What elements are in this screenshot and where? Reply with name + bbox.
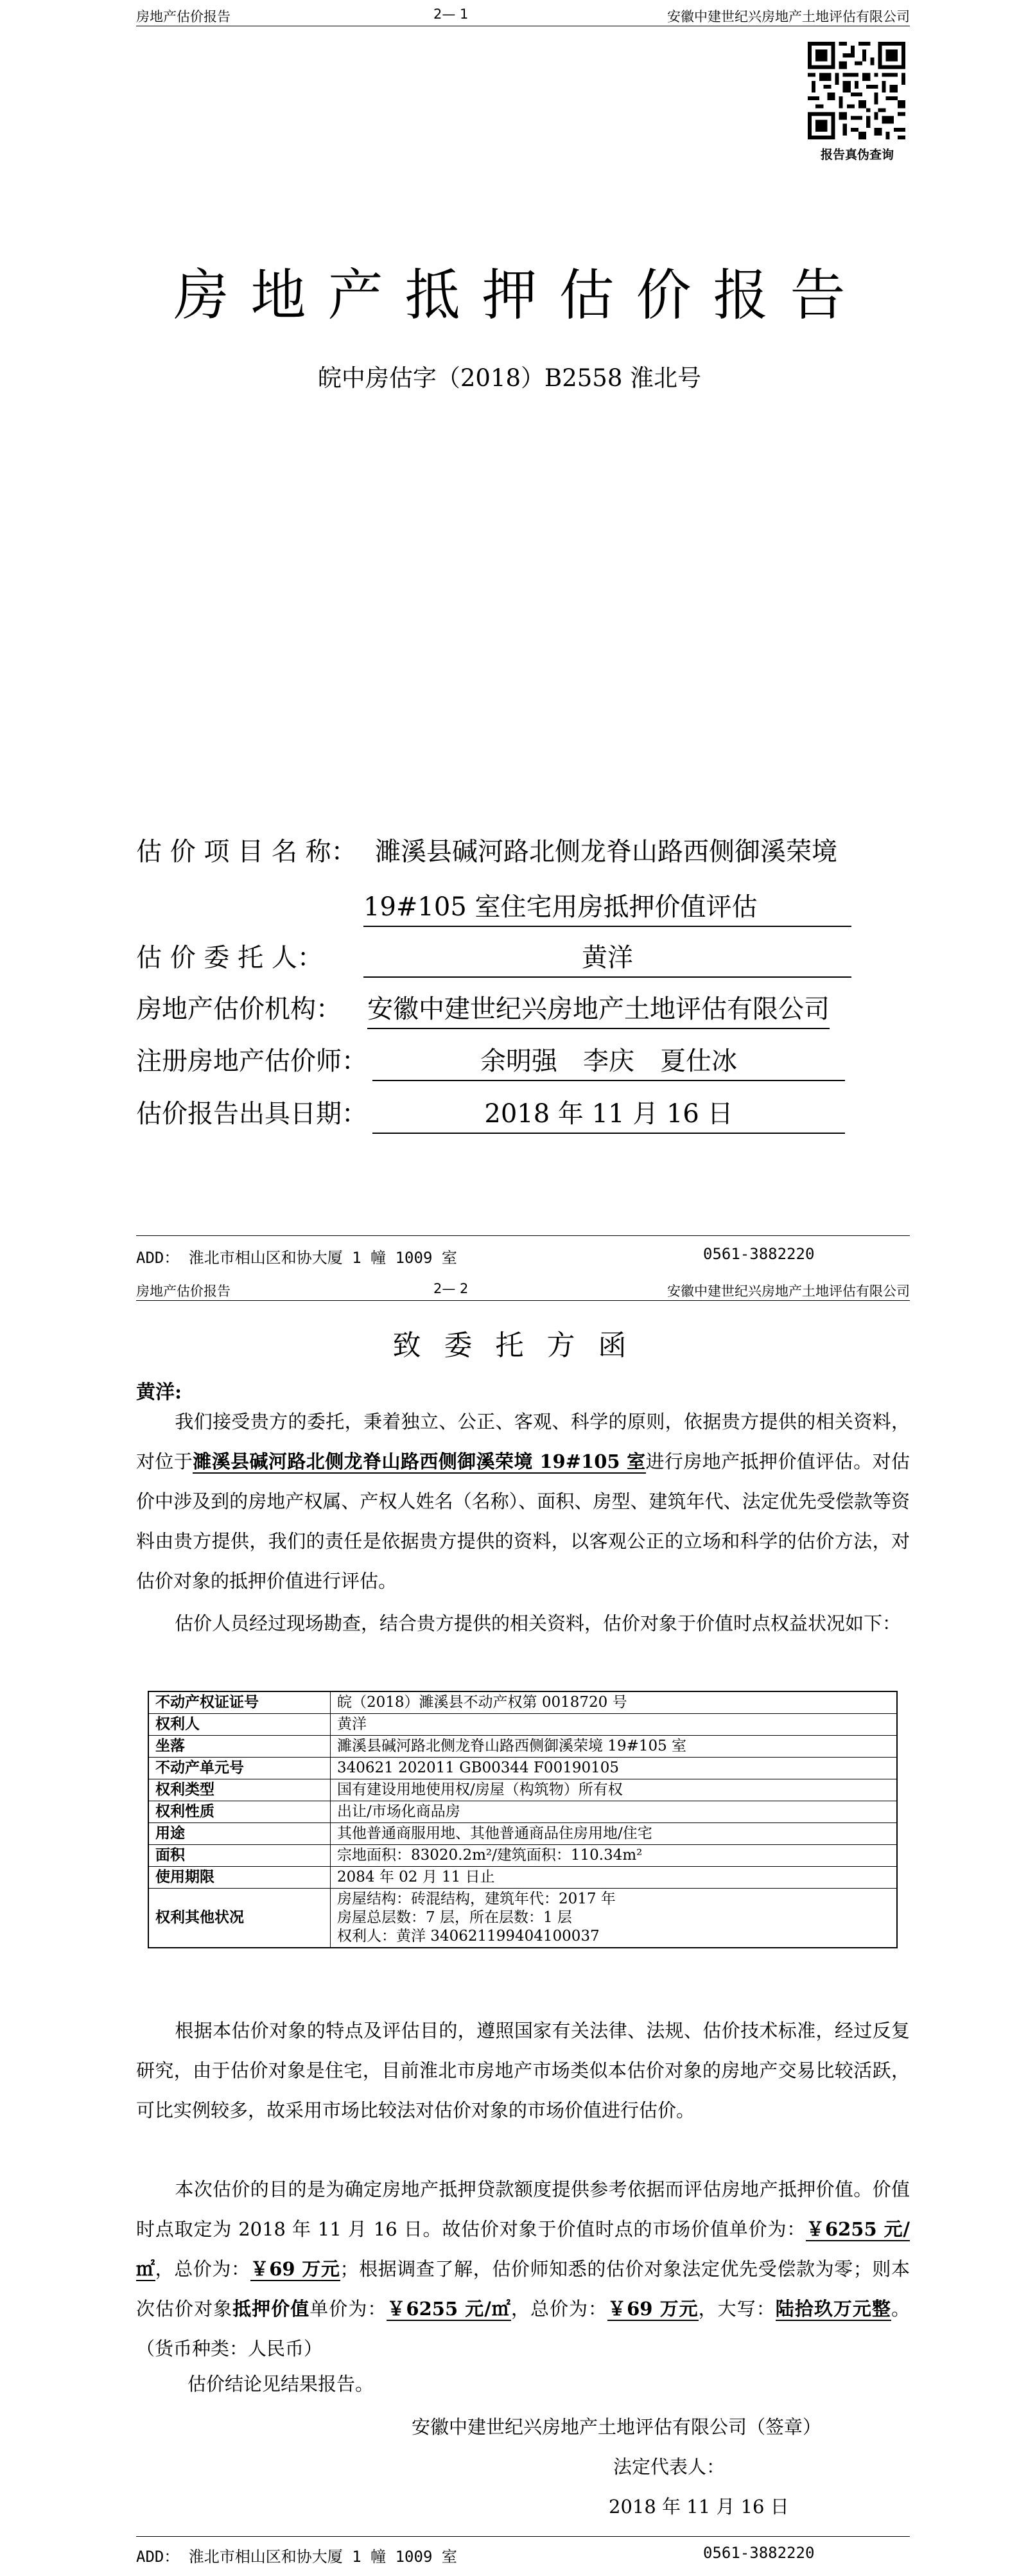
table-key: 权利其他状况 (148, 1889, 331, 1948)
market-unit-price: ￥6255 元/㎡ (136, 2218, 910, 2280)
table-key: 使用期限 (148, 1867, 331, 1889)
mortgage-total-price: ￥69 万元 (607, 2298, 699, 2320)
other-status-line: 房屋结构：砖混结构，建筑年代：2017 年 (337, 1891, 616, 1907)
signature-legal-rep: 法定代表人： (613, 2456, 726, 2478)
field-appraisers-label: 注册房地产估价师： (136, 1046, 367, 1076)
field-client-value: 黄洋 (363, 937, 851, 978)
field-date-value: 2018 年 11 月 16 日 (372, 1093, 845, 1134)
signature-company: 安徽中建世纪兴房地产土地评估有限公司（签章） (412, 2416, 822, 2438)
footer-address: ADD： 淮北市相山区和协大厦 1 幢 1009 室 (136, 1249, 457, 1267)
table-value-multiline (331, 1889, 898, 1948)
header-page-no: 2— 1 (433, 6, 469, 22)
table-row (148, 1823, 897, 1845)
table-row (148, 1801, 897, 1823)
table-row (148, 1758, 897, 1779)
header-left: 房地产估价报告 (136, 9, 231, 24)
table-key: 面积 (148, 1845, 331, 1867)
conclusion-text-1: 本次估价的目的是为确定房地产抵押贷款额度提供参考依据而评估房地产抵押价值。价值时点取定为 2018 年 11 月 16 日。故估价对象于价值时点的市场价值单价为： (136, 2178, 910, 2240)
property-location: 濉溪县碱河路北侧龙脊山路西侧御溪荣境 19#105 室 (193, 1451, 646, 1472)
page1-footer-rule (136, 1235, 910, 1236)
paragraph-conclusion (136, 2169, 910, 2369)
table-value: 出让/市场化商品房 (331, 1801, 898, 1823)
table-value: 国有建设用地使用权/房屋（构筑物）所有权 (331, 1779, 898, 1801)
table-key: 权利人 (148, 1714, 331, 1736)
header-right: 安徽中建世纪兴房地产土地评估有限公司 (667, 9, 910, 24)
footer-address: ADD： 淮北市相山区和协大厦 1 幢 1009 室 (136, 2548, 457, 2566)
table-key: 不动产单元号 (148, 1758, 331, 1779)
other-status-line: 房屋总层数：7 层，所在层数：1 层 (337, 1909, 572, 1926)
header-page-no: 2— 2 (433, 1281, 469, 1296)
table-value: 皖（2018）濉溪县不动产权第 0018720 号 (331, 1691, 898, 1714)
table-value: 其他普通商服用地、其他普通商品住房用地/住宅 (331, 1823, 898, 1845)
qr-caption: 报告真伪查询 (820, 148, 894, 162)
report-number: 皖中房估字（2018）B2558 淮北号 (317, 364, 702, 392)
field-agency-label: 房地产估价机构： (136, 994, 342, 1024)
conclusion-text-5: ，总价为： (510, 2298, 608, 2320)
intro-text-2: 进行房地产抵押价值评估。对估价中涉及到的房地产权属、产权人姓名（名称）、面积、房型、建筑年代、法定优先受偿款等资料由贵方提供，我们的责任是依据贵方提供的资料，以客观公正的立场和科学的估价方法，对估价对象的抵押价值进行评估。 (136, 1451, 910, 1592)
field-appraisers-value: 余明强 李庆 夏仕冰 (372, 1041, 845, 1081)
conclusion-text-4: 单价为： (309, 2298, 387, 2320)
table-key: 不动产权证证号 (148, 1691, 331, 1714)
mortgage-unit-price: ￥6255 元/㎡ (387, 2298, 511, 2320)
field-project-value-1: 濉溪县碱河路北侧龙脊山路西侧御溪荣境 (375, 837, 837, 867)
footer-phone: 0561-3882220 (703, 2544, 815, 2562)
header-right: 安徽中建世纪兴房地产土地评估有限公司 (667, 1284, 910, 1299)
table-key: 坐落 (148, 1736, 331, 1758)
table-row (148, 1889, 897, 1948)
see-result-text: 估价结论见结果报告。 (187, 2373, 374, 2395)
field-project-label: 估 价 项 目 名 称： (136, 837, 357, 867)
table-row (148, 1691, 897, 1714)
table-value: 黄洋 (331, 1714, 898, 1736)
table-value: 340621 202011 GB00344 F00190105 (331, 1758, 898, 1779)
table-value: 2084 年 02 月 11 日止 (331, 1867, 898, 1889)
table-row (148, 1736, 897, 1758)
total-in-words: 陆拾玖万元整 (775, 2298, 891, 2320)
survey-text: 估价人员经过现场勘查，结合贵方提供的相关资料，估价对象于价值时点权益状况如下： (175, 1612, 901, 1634)
field-date-label: 估价报告出具日期： (136, 1099, 367, 1129)
salutation: 黄洋: (136, 1381, 182, 1404)
table-row (148, 1714, 897, 1736)
table-value: 濉溪县碱河路北侧龙脊山路西侧御溪荣境 19#105 室 (331, 1736, 898, 1758)
rights-table (148, 1691, 898, 1948)
conclusion-text-7: 。（货币种类：人民币） (136, 2298, 910, 2360)
market-total-price: ￥69 万元 (250, 2258, 340, 2280)
report-title: 房地产抵押估价报告 (173, 263, 867, 328)
method-text: 根据本估价对象的特点及评估目的，遵照国家有关法律、法规、估价技术标准，经过反复研究，由于估价对象是住宅，目前淮北市房地产市场类似本估价对象的房地产交易比较活跃，可比实例较多，故采用市场比较法对估价对象的市场价值进行估价。 (136, 2020, 910, 2121)
field-agency-value: 安徽中建世纪兴房地产土地评估有限公司 (367, 989, 830, 1029)
table-value: 宗地面积：83020.2m²/建筑面积：110.34m² (331, 1845, 898, 1867)
table-row (148, 1845, 897, 1867)
field-client-label: 估 价 委 托 人： (136, 943, 323, 973)
page2-footer-rule (136, 2536, 910, 2537)
field-project-value-2: 19#105 室住宅用房抵押价值评估 (363, 887, 851, 927)
paragraph-method (136, 2011, 910, 2130)
table-row (148, 1867, 897, 1889)
paragraph-survey (136, 1603, 910, 1643)
other-status-line: 权利人：黄洋 340621199404100037 (337, 1928, 600, 1945)
table-key: 权利性质 (148, 1801, 331, 1823)
intro-text-1: 我们接受贵方的委托，秉着独立、公正、客观、科学的原则，依据贵方提供的相关资料，对位于 (136, 1411, 910, 1472)
paragraph-see-result (136, 2364, 910, 2404)
mortgage-value-label: 抵押价值 (232, 2298, 310, 2320)
header-left: 房地产估价报告 (136, 1284, 231, 1299)
conclusion-text-2: ，总价为： (155, 2258, 250, 2280)
signature-date: 2018 年 11 月 16 日 (609, 2496, 789, 2518)
table-row (148, 1779, 897, 1801)
conclusion-text-6: ，大写： (698, 2298, 776, 2320)
page1-header (136, 5, 910, 26)
qr-code-icon[interactable] (808, 42, 905, 139)
paragraph-intro (136, 1402, 910, 1601)
footer-phone: 0561-3882220 (703, 1245, 815, 1263)
conclusion-text-3: ；根据调查了解，估价师知悉的估价对象法定优先受偿款为零；则本次估价对象 (136, 2258, 910, 2320)
table-key: 用途 (148, 1823, 331, 1845)
page2-header (136, 1280, 910, 1301)
letter-title: 致委托方函 (392, 1329, 650, 1362)
table-key: 权利类型 (148, 1779, 331, 1801)
